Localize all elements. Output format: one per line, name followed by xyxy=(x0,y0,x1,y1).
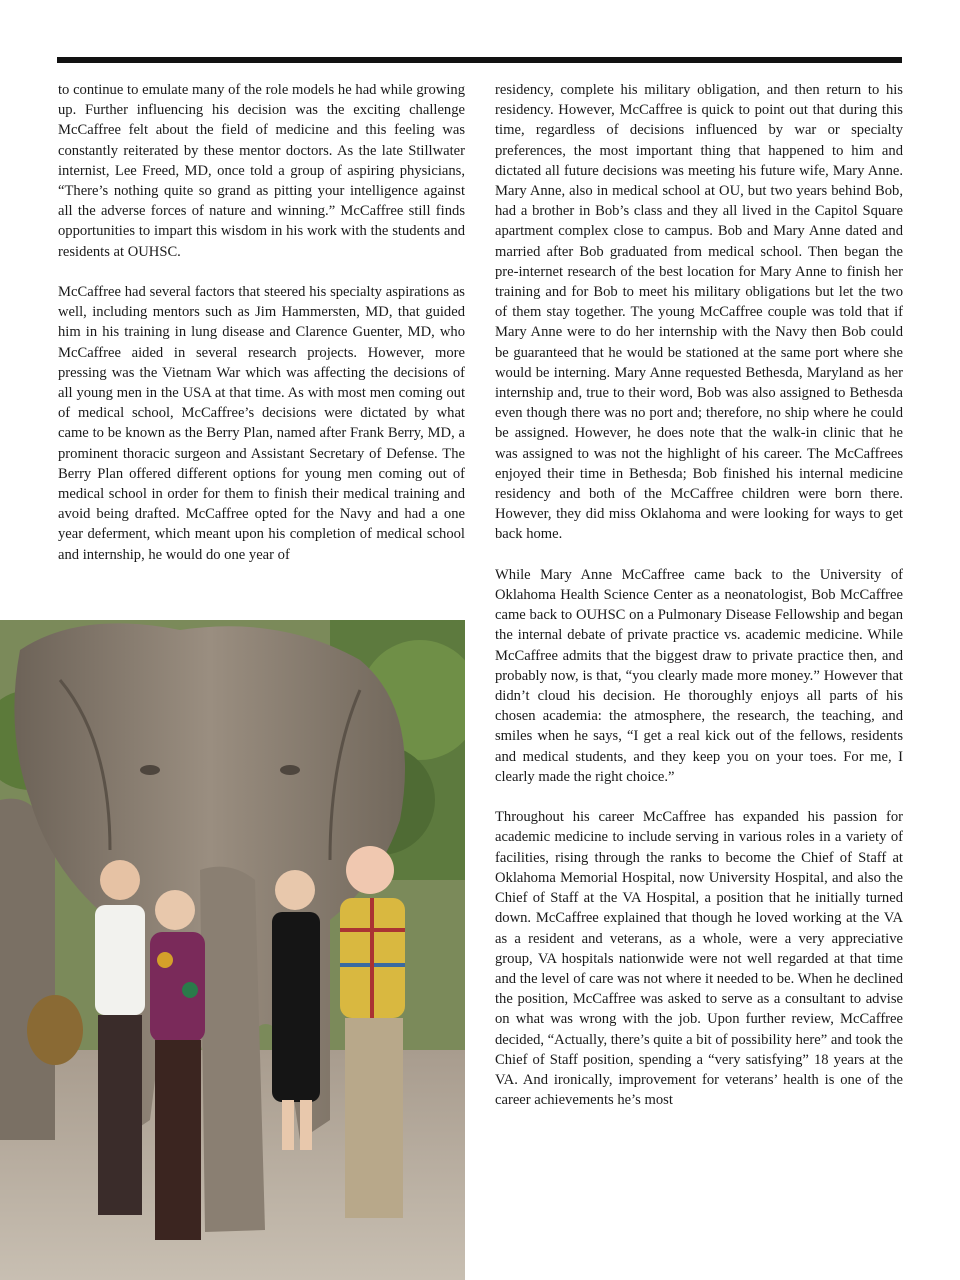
person-figure xyxy=(150,890,205,1240)
elephant-statue-photo xyxy=(0,620,465,1280)
paragraph: McCaffree had several factors that steered his specialty aspirations as well, including mentors such as Jim Hammersten, MD, that guided him in his training in lung disease and Clarence Guenter, MD, who McCaffree aided in several research projects. However, more pressing was the Vietnam War which was affecting the decisions of all young men in the USA at that time. As with most men coming out of medical school, McCaffree’s decisions were dictated by what came to be known as the Berry Plan, named after Frank Berry, MD, a prominent thoracic surgeon and Assistant Secretary of Defense. The Berry Plan offered different options for young men coming out of medical school in order for them to finish their medical training and avoid being drafted. McCaffree opted for the Navy and had a one year deferment, which meant upon his completion of medical school and internship, he would do one year of xyxy=(58,284,465,563)
paragraph: to continue to emulate many of the role models he had while growing up. Further influencing his decision was the exciting challenge McCaffree felt about the field of medicine and this feeling was constantly reiterated by these mentor doctors. As the late Stillwater internist, Lee Freed, MD, once told a group of aspiring physicians, “There’s nothing quite so grand as pitting your intelligence against all the adverse forces of nature and winning.” McCaffree still finds opportunities to impart this wisdom in his work with the students and residents at OUHSC. xyxy=(58,82,465,260)
paragraph: While Mary Anne McCaffree came back to the University of Oklahoma Health Science Center as a neonatologist, Bob McCaffree came back to OUHSC on a Pulmonary Disease Fellowship and began the internal debate of private practice vs. academic medicine. While McCaffree admits that the biggest draw to private practice then, and probably now, is that, “you clearly made more money.” However that didn’t cloud his decision. He thoroughly enjoys all parts of his chosen academia: the atmosphere, the research, the teaching, and smiles when he says, “I get a real kick out of the fellows, residents and medical students, and they keep you on your toes. For me, I clearly made the right choice.” xyxy=(495,566,903,785)
paragraph: Throughout his career McCaffree has expanded his passion for academic medicine to include serving in various roles in a variety of facilities, rising through the ranks to become the Chief of Staff at Oklahoma Memorial Hospital, now University Hospital, and also the Chief of Staff at the VA Hospital, a position that he initially turned down. McCaffree explained that though he loved working at the VA as a resident and veterans, as a whole, were a very appreciative group, VA hospitals nationwide were not well regarded at that time and the level of care was not where it needed to be. When he declined the position, McCaffree was asked to serve as a consultant to advise on what was wrong with the job. Upon further review, McCaffree decided, “Actually, there’s quite a bit of possibility here” and took the Chief of Staff position, spending a “very satisfying” 18 years at the VA. And ironically, improvement for veterans’ health is one of the career achievements he’s most xyxy=(495,809,903,1109)
photo-illustration xyxy=(0,620,465,1280)
right-column xyxy=(495,80,903,1131)
person-figure xyxy=(340,846,405,1218)
paragraph: residency, complete his military obligation, and then return to his residency. However, McCaffree is quick to point out that during this time, regardless of decisions influenced by war or specialty preferences, the most important thing that happened to him and dictated all future decisions was meeting his future wife, Mary Anne. Mary Anne, also in medical school at OU, but two years behind Bob, had a brother in Bob’s class and they all lived in the Capitol Square apartment complex close to campus. Bob and Mary Anne dated and married after Bob graduated from medical school. Then began the pre-internet research of the best location for Mary Anne to finish her training and for Bob to meet his military obligations but let the two of them stay together. The young McCaffree couple was told that if Mary Anne were to do her internship with the Navy then Bob could be guaranteed that he would be stationed at the same port where she would be interning. Mary Anne requested Bethesda, Maryland as her internship and, true to their word, Bob was also assigned to Bethesda even though there was no port and; therefore, no ship where he could be assigned. However, he does note that the walk-in clinic that he was assigned to was not the highlight of his career. The McCaffrees enjoyed their time in Bethesda; Bob finished his internal medicine residency and both of the McCaffree children were born there. However, they did miss Oklahoma and were looking for ways to get back home. xyxy=(495,82,903,543)
header-rule xyxy=(57,57,902,63)
left-column xyxy=(58,80,465,585)
